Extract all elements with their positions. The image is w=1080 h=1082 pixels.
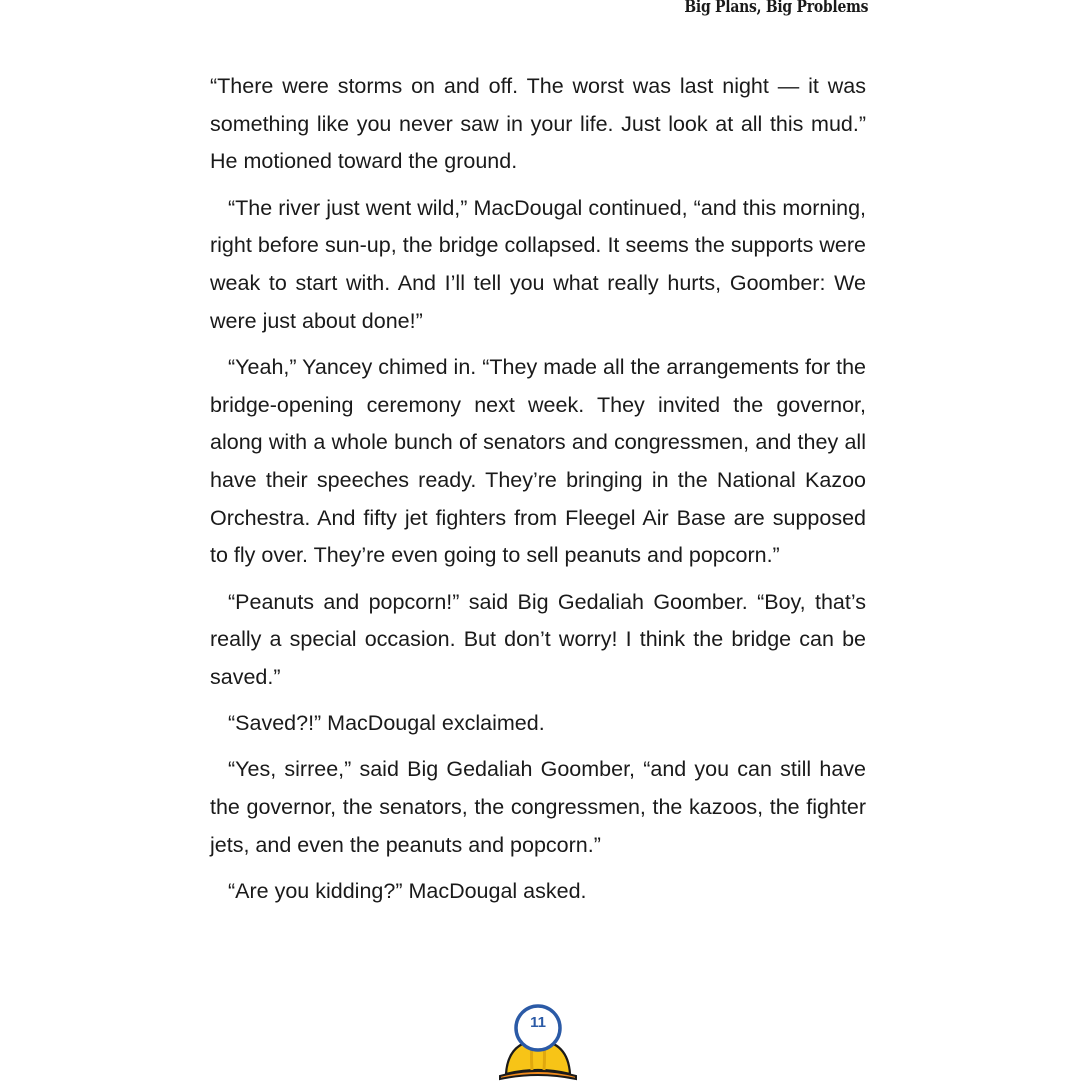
body-text [210,68,866,919]
paragraph: “Yeah,” Yancey chimed in. “They made all the arrangements for the bridge-opening ceremony next week. They invited the governor, along with a whole bunch of senators and congressmen, and they all have their speeches ready. They’re bringing in the National Kazoo Orchestra. And fifty jet fighters from Fleegel Air Base are supposed to fly over. They’re even going to sell peanuts and popcorn.” [210,354,866,568]
paragraph: “Are you kidding?” MacDougal asked. [228,879,587,904]
running-head: Big Plans, Big Problems [684,0,868,17]
page-number: 11 [530,1014,546,1031]
paragraph: “Saved?!” MacDougal exclaimed. [228,711,545,736]
paragraph: “There were storms on and off. The worst was last night — it was something like you never saw in your life. Just look at all this mud.” He motioned toward the ground. [210,74,866,174]
paragraph: “Peanuts and popcorn!” said Big Gedaliah Goomber. “Boy, that’s really a special occasion. But don’t worry! I think the bridge can be saved.” [210,589,866,690]
paragraph: “Yes, sirree,” said Big Gedaliah Goomber, “and you can still have the governor, the senators, the congressmen, the kazoos, the fighter jets, and even the peanuts and popcorn.” [210,757,866,857]
page-folio [498,1004,578,1082]
paragraph: “The river just went wild,” MacDougal continued, “and this morning, right before sun-up, the bridge collapsed. It seems the supports were weak to start with. And I’ll tell you what really hurts, Goomber: We were just about done!” [210,195,866,333]
